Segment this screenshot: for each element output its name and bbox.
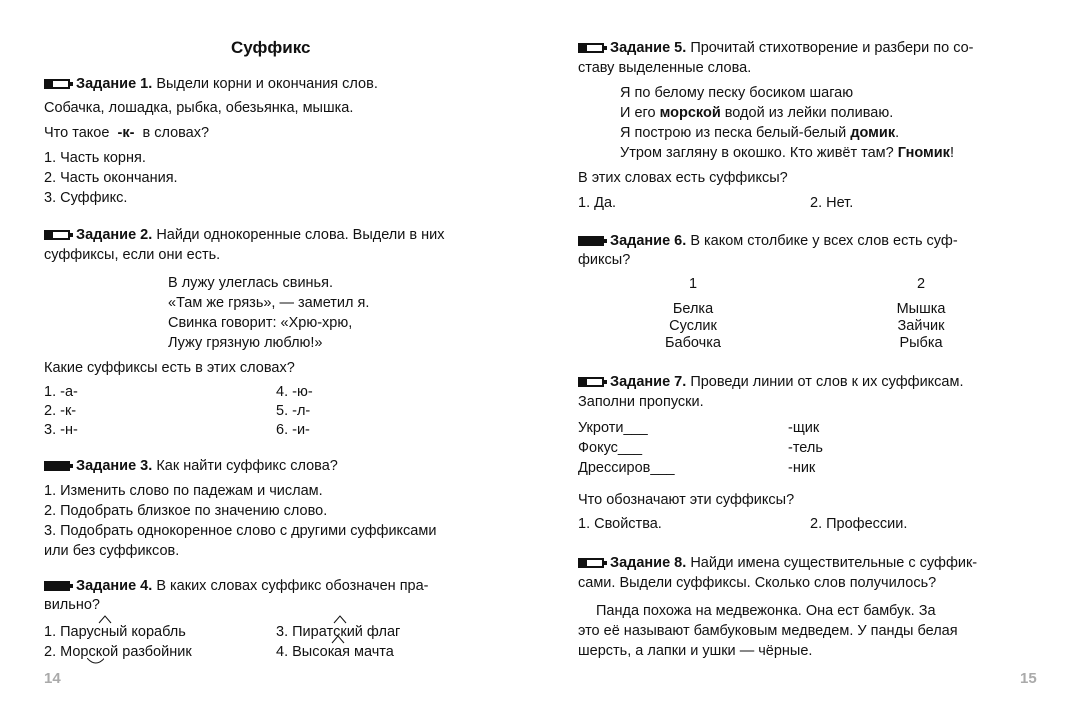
poem-line: И его морской водой из лейки поливаю. xyxy=(620,105,894,121)
task-4-option: 1. Парус ный корабль xyxy=(44,624,186,640)
difficulty-fill xyxy=(46,583,68,589)
task-5-text-cont: ставу выделенные слова. xyxy=(578,60,752,76)
suffix-mark-hat-icon: ск xyxy=(333,624,347,640)
difficulty-battery-icon xyxy=(578,43,604,53)
task-1-words: Собачка, лошадка, рыбка, обезьянка, мышка. xyxy=(44,100,354,116)
difficulty-battery-icon xyxy=(578,558,604,568)
page-title: Суффикс xyxy=(231,38,311,57)
suffix-mark-hat-icon: а xyxy=(334,644,342,660)
poem-line: В лужу улеглась свинья. xyxy=(168,275,333,291)
page-number: 14 xyxy=(44,670,61,687)
suffix-mark-arc-icon: ск xyxy=(89,644,103,660)
task-7-option: 2. Профессии. xyxy=(810,516,908,532)
task-5-question: В этих словах есть суффиксы? xyxy=(578,170,788,186)
difficulty-battery-icon xyxy=(578,236,604,246)
task-2-option: 3. -н- xyxy=(44,422,78,438)
task-2-option: 1. -а- xyxy=(44,384,78,400)
task-6-header: Задание 6. В каком столбике у всех слов есть суф- xyxy=(578,233,958,249)
task-8-header: Задание 8. Найди имена существительные с суффик- xyxy=(578,555,977,571)
task-1-option: 1. Часть корня. xyxy=(44,150,146,166)
task-7-option: 1. Свойства. xyxy=(578,516,662,532)
poem-line: Я построю из песка белый-белый домик. xyxy=(620,125,900,141)
task-4-option: 2. Мор ской разбойник xyxy=(44,644,192,660)
task-2-question: Какие суффиксы есть в этих словах? xyxy=(44,360,295,376)
difficulty-fill xyxy=(46,81,53,87)
task-4-header: Задание 4. В каких словах суффикс обозначен пра- xyxy=(44,578,429,594)
task-5-header: Задание 5. Прочитай стихотворение и разбери по со- xyxy=(578,40,974,56)
paragraph-line: это её называют бамбуковым медведем. У панды белая xyxy=(578,623,958,639)
difficulty-battery-icon xyxy=(44,230,70,240)
difficulty-fill xyxy=(580,560,587,566)
task-3-option: 1. Изменить слово по падежам и числам. xyxy=(44,483,323,499)
task-4-option: 4. Высок ая мачта xyxy=(276,644,394,660)
task-5-option: 2. Нет. xyxy=(810,195,854,211)
task-3-header: Задание 3. Как найти суффикс слова? xyxy=(44,458,338,474)
column-1-word: Бабочка xyxy=(665,335,721,351)
difficulty-fill xyxy=(580,45,587,51)
paragraph-line: Панда похожа на медвежонка. Она ест бамбук. За xyxy=(596,603,936,619)
word-stem: Укроти___ xyxy=(578,420,648,436)
poem-line: Лужу грязную люблю!» xyxy=(168,335,323,351)
difficulty-battery-icon xyxy=(44,79,70,89)
suffix-item: -тель xyxy=(788,440,823,456)
task-7-text-cont: Заполни пропуски. xyxy=(578,394,704,410)
poem-line: Я по белому песку босиком шагаю xyxy=(620,85,854,101)
column-2-word: Зайчик xyxy=(897,318,945,334)
difficulty-fill xyxy=(580,238,602,244)
word-stem: Дрессиров___ xyxy=(578,460,675,476)
task-1-option: 2. Часть окончания. xyxy=(44,170,178,186)
poem-line: Утром загляну в окошко. Кто живёт там? Гномик! xyxy=(620,145,954,161)
task-1-option: 3. Суффикс. xyxy=(44,190,128,206)
difficulty-battery-icon xyxy=(578,377,604,387)
task-7-question: Что обозначают эти суффиксы? xyxy=(578,492,795,508)
column-2-word: Мышка xyxy=(896,301,946,317)
task-4-option: 3. Пират ский флаг xyxy=(276,624,400,640)
task-4-text-cont: вильно? xyxy=(44,597,100,613)
right-page xyxy=(540,0,1080,703)
column-1-word: Суслик xyxy=(669,318,717,334)
column-1-header: 1 xyxy=(688,276,698,292)
poem-line: Свинка говорит: «Хрю-хрю, xyxy=(168,315,353,331)
task-5-option: 1. Да. xyxy=(578,195,617,211)
difficulty-battery-icon xyxy=(44,581,70,591)
task-2-text-cont: суффиксы, если они есть. xyxy=(44,247,221,263)
paragraph-line: шерсть, а лапки и ушки — чёрные. xyxy=(578,643,813,659)
suffix-item: -ник xyxy=(788,460,816,476)
poem-line: «Там же грязь», — заметил я. xyxy=(168,295,370,311)
column-2-word: Рыбка xyxy=(899,335,943,351)
task-2-option: 2. -к- xyxy=(44,403,77,419)
task-2-header: Задание 2. Найди однокоренные слова. Выдели в них xyxy=(44,227,444,243)
difficulty-battery-icon xyxy=(44,461,70,471)
task-3-option: 2. Подобрать близкое по значению слово. xyxy=(44,503,328,519)
word-stem: Фокус___ xyxy=(578,440,643,456)
page-number: 15 xyxy=(1020,670,1037,687)
column-1-word: Белка xyxy=(672,301,714,317)
task-2-option: 5. -л- xyxy=(276,403,311,419)
task-3-option-cont: или без суффиксов. xyxy=(44,543,180,559)
task-1-question: Что такое -к- в словах? xyxy=(44,125,210,141)
column-2-header: 2 xyxy=(916,276,926,292)
task-7-header: Задание 7. Проведи линии от слов к их суффиксам. xyxy=(578,374,963,390)
difficulty-fill xyxy=(46,463,68,469)
suffix-mark-hat-icon: н xyxy=(101,624,109,640)
task-6-text-cont: фиксы? xyxy=(578,252,631,268)
task-8-text-cont: сами. Выдели суффиксы. Сколько слов получилось? xyxy=(578,575,937,591)
difficulty-fill xyxy=(580,379,587,385)
suffix-item: -щик xyxy=(788,420,820,436)
task-2-option: 4. -ю- xyxy=(276,384,313,400)
task-1-header: Задание 1. Выдели корни и окончания слов. xyxy=(44,76,378,92)
task-3-option: 3. Подобрать однокоренное слово с другими суффиксами xyxy=(44,523,437,539)
difficulty-fill xyxy=(46,232,53,238)
task-2-option: 6. -и- xyxy=(276,422,310,438)
